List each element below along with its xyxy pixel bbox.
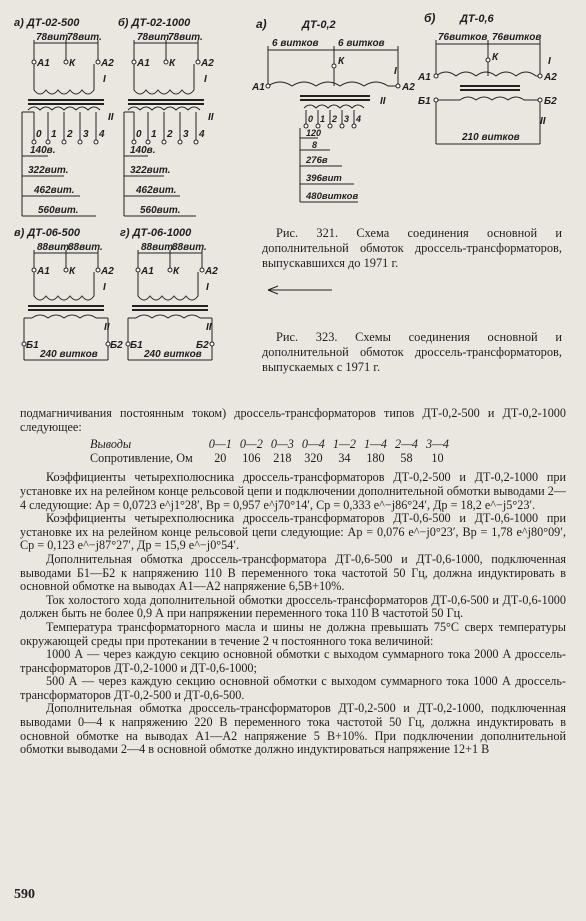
resistance-cell: 20	[214, 450, 227, 465]
panel-b-tap-1: 1	[151, 129, 157, 140]
paragraph: Ток холостого хода дополнительной обмотки дроссель-трансформаторов ДТ-0,6-500 и ДТ-0,6-1000 должен быть не более 0,9 А при напряжении переменного тока 110 В частотой 50 Гц.	[20, 592, 566, 621]
resistance-cell: 218	[273, 450, 292, 465]
panel-right-b-turns-1: 76витков	[438, 32, 488, 43]
panel-b-dim-3: 462вит.	[136, 185, 177, 196]
panel-b-term-k: К	[169, 58, 176, 69]
panel-v-winding-ii: II	[104, 322, 110, 333]
resistance-table	[86, 438, 453, 465]
pointer-arrow	[268, 286, 332, 294]
panel-b-tap-3: 3	[183, 129, 189, 140]
panel-right-a-tap-1: 1	[320, 114, 326, 124]
panel-b-dim-4: 560вит.	[140, 205, 181, 216]
panel-v-turns-2: 88вит.	[68, 242, 103, 253]
panel-v-winding-i: I	[103, 282, 106, 293]
panel-v-term-k: К	[69, 266, 76, 277]
panel-a-term-a1: А1	[37, 58, 50, 69]
panel-right-b-term-k: К	[492, 52, 499, 63]
panel-right-b-winding-i: I	[548, 56, 551, 67]
panel-right-a-dim-4: 396вит	[306, 173, 342, 184]
panel-right-a-term-k: К	[338, 56, 345, 67]
panel-right-b-bottom-turns: 210 витков	[462, 132, 520, 143]
panel-right-a-tap-3: 3	[344, 114, 350, 124]
panel-right-a-dim-2: 8	[312, 140, 318, 150]
panel-right-a-label: а)	[256, 17, 267, 31]
paragraph: Коэффициенты четырехполюсника дроссель-трансформаторов ДТ-0,6-500 и ДТ-0,6-1000 при установке их на релейном конце рельсовой цепи следующие: Ap = 0,076 e^−j0°23′, Bp = 1,78 e^j80°09′, Cp = 0,123 e^−j87°27′, Дp = 15,9 e^−j0°54′.	[20, 511, 566, 553]
panel-a-winding-ii: II	[108, 112, 114, 123]
panel-g-term-a1: А1	[141, 266, 154, 277]
panel-b-winding-i: I	[204, 74, 207, 85]
paragraph: 500 А — через каждую секцию основной обмотки с выходом суммарного тока 1000 А дроссель-трансформаторов ДТ-0,2-500 и ДТ-0,6-500.	[20, 674, 566, 702]
panel-b-term-a2: А2	[201, 58, 214, 69]
panel-a-tap-3: 3	[83, 129, 89, 140]
paragraph: Коэффициенты четырехполюсника дроссель-трансформаторов ДТ-0,2-500 и ДТ-0,2-1000 при установке их на релейном конце рельсовой цепи и подключении дополнительной обмотки выводами 2—4 следующие: Ap = 0,0723 e^j1°28′, Bp = 0,957 e^j70°14′, Cp = 0,333 e^−j86°24′, Дp = 18,2 e^−j5°23′.	[20, 470, 566, 512]
panel-g-label: г) ДТ-06-1000	[120, 227, 192, 239]
terminal-cell: 2—4	[394, 437, 418, 452]
panel-a-dim-4: 560вит.	[38, 205, 79, 216]
page-number: 590	[14, 887, 35, 902]
panel-right-b-term-a2: А2	[544, 72, 557, 83]
caption-fig-323: Рис. 323. Схемы соединения основной и дополнительной обмоток дроссель-трансформаторов, выпускаемых с 1971 г.	[262, 330, 562, 374]
panel-b-tap-0: 0	[136, 129, 142, 140]
resistance-cell: 180	[366, 450, 385, 465]
table-label-resistance: Сопротивление, Ом	[90, 450, 193, 465]
panel-right-a-tap-0: 0	[308, 114, 314, 124]
panel-b-winding-ii: II	[208, 112, 214, 123]
resistance-cell: 58	[400, 450, 413, 465]
resistance-cell: 106	[242, 450, 261, 465]
panel-g-winding-ii: II	[206, 322, 212, 333]
panel-v-turns-1: 88вит.	[37, 242, 72, 253]
panel-b-dim-2: 322вит.	[130, 165, 171, 176]
terminal-cell: 3—4	[426, 437, 450, 452]
panel-a-dim-3: 462вит.	[34, 185, 75, 196]
panel-right-a-dim-3: 276в	[306, 155, 328, 166]
panel-a-label: а) ДТ-02-500	[14, 17, 80, 29]
panel-a-tap-2: 2	[67, 129, 73, 140]
panel-right-b-term-b2: Б2	[544, 96, 557, 107]
panel-right-a-turns-2: 6 витков	[338, 38, 385, 49]
panel-g-turns-2: 88вит.	[172, 242, 207, 253]
panel-right-a-dim-1: 120	[306, 128, 322, 138]
resistance-cell: 10	[431, 450, 444, 465]
panel-a-dim-1: 140в.	[30, 145, 56, 156]
panel-g-term-b1: Б1	[130, 340, 143, 351]
panel-b-label: б) ДТ-02-1000	[118, 17, 191, 29]
panel-b-tap-2: 2	[167, 129, 173, 140]
panel-right-b-dt-06	[417, 11, 557, 144]
panel-right-b-title: ДТ-0,6	[460, 13, 494, 25]
panel-a-tap-4: 4	[99, 129, 105, 140]
panel-a-tap-0: 0	[36, 129, 42, 140]
panel-a-dt-02-500	[14, 17, 114, 216]
main-text	[20, 407, 566, 757]
panel-right-b-turns-2: 76витков	[492, 32, 542, 43]
panel-right-a-winding-ii: II	[380, 96, 386, 107]
panel-b-dim-1: 140в.	[130, 145, 156, 156]
panel-right-a-term-a2: А2	[402, 82, 415, 93]
panel-v-term-b2: Б2	[110, 340, 123, 351]
panel-right-a-title: ДТ-0,2	[302, 19, 336, 31]
panel-b-tap-4: 4	[199, 129, 205, 140]
panel-v-term-b1: Б1	[26, 340, 39, 351]
panel-b-dt-02-1000	[118, 17, 214, 216]
panel-b-term-a1: А1	[137, 58, 150, 69]
terminal-cell: 1—4	[363, 437, 387, 452]
terminal-cell: 0—4	[301, 437, 325, 452]
resistance-cell: 320	[304, 450, 323, 465]
panel-g-dt-06-1000	[120, 227, 218, 360]
paragraph: Температура трансформаторного масла и шины не должна превышать 75°С сверх температуры окружающей среды при протекании в течение 2 ч постоянного тока величиной:	[20, 619, 566, 648]
panel-g-bottom-turns: 240 витков	[144, 349, 202, 360]
panel-v-term-a2: А2	[101, 266, 114, 277]
panel-a-term-k: К	[69, 58, 76, 69]
terminal-cell: 1—2	[332, 437, 356, 452]
panel-b-turns-2: 78вит.	[168, 32, 203, 43]
panel-right-a-dim-5: 480витков	[306, 191, 359, 202]
terminal-cell: 0—3	[270, 437, 294, 452]
panel-v-bottom-turns: 240 витков	[40, 349, 98, 360]
panel-b-turns-1: 78вит.	[137, 32, 172, 43]
panel-a-tap-1: 1	[51, 129, 57, 140]
table-label-terminals: Выводы	[90, 437, 132, 452]
panel-a-dim-2: 322вит.	[28, 165, 69, 176]
panel-right-b-term-a1: А1	[418, 72, 431, 83]
panel-right-a-term-a1: А1	[252, 82, 265, 93]
panel-g-turns-1: 88вит.	[141, 242, 176, 253]
panel-a-winding-i: I	[103, 74, 106, 85]
terminal-cell: 0—1	[208, 437, 232, 452]
panel-a-turns-1: 78вит.	[36, 32, 71, 43]
panel-v-dt-06-500	[14, 227, 123, 360]
caption-fig-321: Рис. 321. Схема соединения основной и дополнительной обмоток дроссель-трансформаторов, выпускавшихся до 1971 г.	[262, 226, 562, 270]
resistance-cell: 34	[338, 450, 351, 465]
panel-right-a-tap-2: 2	[332, 114, 338, 124]
panel-right-b-term-b1: Б1	[418, 96, 431, 107]
panel-right-a-winding-i: I	[394, 66, 397, 77]
panel-g-term-a2: А2	[205, 266, 218, 277]
paragraph: 1000 А — через каждую секцию основной обмотки с выходом суммарного тока 2000 А дроссель-трансформаторов ДТ-0,2-1000 и ДТ-0,6-1000;	[20, 647, 566, 675]
panel-g-winding-i: I	[206, 282, 209, 293]
panel-right-b-winding-ii: II	[540, 116, 546, 127]
panel-g-term-k: К	[173, 266, 180, 277]
panel-right-a-turns-1: 6 витков	[272, 38, 319, 49]
terminal-cell: 0—2	[239, 437, 263, 452]
paragraph: Дополнительная обмотка дроссель-трансформатора ДТ-0,6-500 и ДТ-0,6-1000, подключенная выводами Б1—Б2 к напряжению 110 В переменного тока частотой 50 Гц, должна индуктировать в основной обмотке на выводах А1—А2 напряжение 6,5В+10%.	[20, 551, 566, 594]
panel-right-b-label: б)	[424, 11, 436, 25]
paragraph: Дополнительная обмотка дроссель-трансформаторов ДТ-0,2-500 и ДТ-0,2-1000, подключенная выводами 0—4 к напряжению 220 В переменного тока частотой 50 Гц, должна индуктировать в основной обмотке на выводах А1—А2 напряжение 5 В+10%. При подключении дополнительной обмотки выводами 2—4 в основной обмотке должно индуктироваться напряжение 12+1 В	[20, 701, 566, 757]
panel-v-term-a1: А1	[37, 266, 50, 277]
panel-v-label: в) ДТ-06-500	[14, 227, 80, 239]
panel-g-term-b2: Б2	[196, 340, 209, 351]
panel-a-term-a2: А2	[101, 58, 114, 69]
paragraph-intro: подмагничивания постоянным током) дроссель-трансформаторов типов ДТ-0,2-500 и ДТ-0,2-1000 следующее:	[20, 406, 566, 434]
panel-a-turns-2: 78вит.	[67, 32, 102, 43]
panel-right-a-tap-4: 4	[356, 114, 362, 124]
panel-right-a-dt-02	[251, 17, 415, 202]
